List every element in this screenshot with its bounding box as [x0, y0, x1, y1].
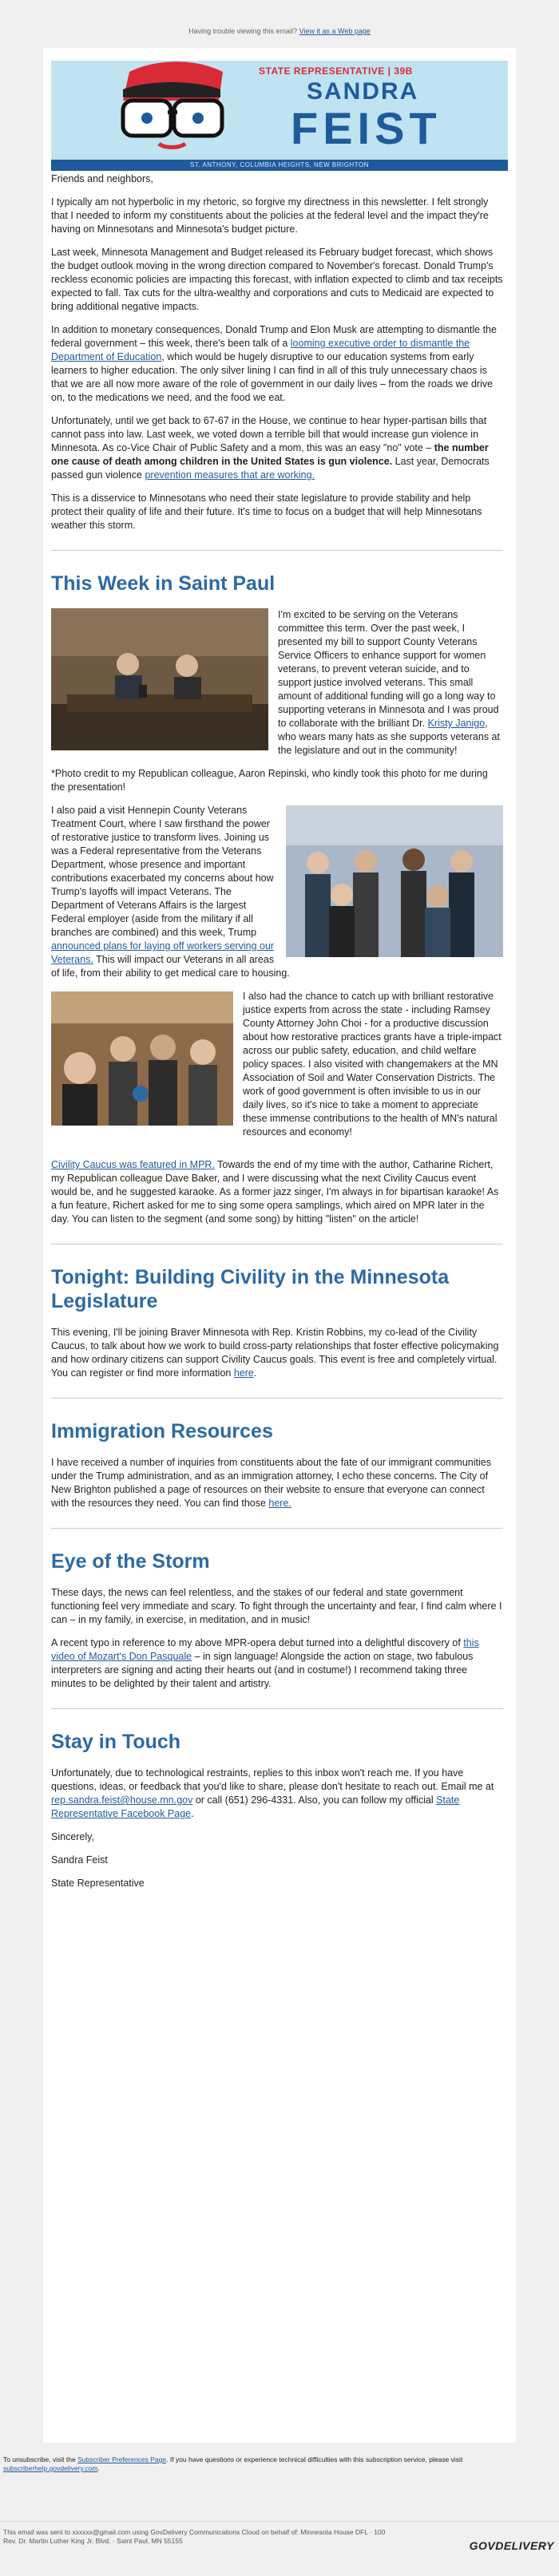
unsubscribe-notice: [0, 2443, 559, 2481]
education-order-link[interactable]: looming executive order to dismantle the Department of Education: [51, 338, 470, 362]
mpr-feature-link[interactable]: Civility Caucus was featured in MPR.: [51, 1159, 215, 1170]
sent-line-2: Rev. Dr. Martin Luther King Jr. Blvd. · Saint Paul, MN 55155: [3, 2537, 183, 2545]
text: This will impact our Veterans in all areas of life, from their ability to get medical care to housing.: [51, 954, 290, 979]
storm-paragraph-1: These days, the news can feel relentless, and the stakes of our federal and state government functioning feel very immediate and scary. To fight through the uncertainty and fear, I find calm where I can – in my family, in exercise, in meditation, and in music!: [51, 1587, 502, 1625]
unsubscribe-text: [3, 2455, 559, 2473]
subscriber-help-link[interactable]: subscriberhelp.govdelivery.com: [3, 2464, 98, 2472]
immigration-resources-link[interactable]: here.: [268, 1498, 291, 1509]
intro-paragraph-1: I typically am not hyperbolic in my rhetoric, so forgive my directness in this newsletter. I felt strongly that I needed to inform my constituents about the policies at the federal level and the impact they're having on Minnesotans and Minnesota's budget picture.: [51, 196, 489, 235]
bold-text: the number one cause of death among children in the United States is gun violence.: [51, 442, 489, 467]
divider: [51, 1398, 503, 1399]
preheader-text: Having trouble viewing this email?: [188, 27, 298, 35]
govdelivery-logo[interactable]: GOVDELIVERY: [469, 2539, 554, 2552]
text: In addition to monetary consequences, Donald Trump and Elon Musk are attempting to dismantle the federal government – this week, there's been talk of a: [51, 324, 497, 349]
section-heading-storm: Eye of the Storm: [51, 1550, 210, 1573]
don-pasquale-video-link[interactable]: this video of Mozart's Don Pasquale: [51, 1637, 479, 1662]
banner-last-name: FEIST: [291, 103, 442, 153]
hearing-room-image-icon: [51, 608, 268, 750]
text: , who wears many hats as she supports veterans at the legislature and out in the community!: [278, 718, 500, 756]
text: A recent typo in reference to my above MPR-opera debut turned into a delightful discovery of: [51, 1637, 464, 1648]
intro-paragraph-3: [51, 323, 503, 405]
photo-credit: *Photo credit to my Republican colleague, Aaron Repinski, who kindly took this photo for me during the presentation!: [51, 768, 488, 793]
restorative-justice-paragraph: I also had the chance to catch up with brilliant restorative justice experts from across the state - including Ramsey County Attorney John Choi - for a productive discussion about how restorative practices grants have a triple-impact across our public safety, education, and child welfare policy spaces. I also visited with changemakers at the MN Association of Soil and Water Conservation Districts. The work of good government is often invisible to us in our daily lives, so it's nice to take a moment to appreciate these immense contributions to the health of MN's natural resources and economy!: [243, 991, 502, 1138]
civility-register-link[interactable]: here: [233, 1367, 254, 1379]
district-areas: ST. ANTHONY, COLUMBIA HEIGHTS, NEW BRIGHTON: [51, 160, 508, 171]
banner-first-name: SANDRA: [307, 78, 419, 105]
text: I also paid a visit Hennepin County Veterans Treatment Court, where I saw firsthand the power of restorative justice to transform lives. Joining us was a Federal representative from the Veterans Department, whose presence and important contributions exacerbated my concerns about how Trump's layoffs will impact Veterans. The Department of Veterans Affairs is the largest Federal employer (aside from the military if all branches are combined) and this week, Trump: [51, 805, 274, 938]
subscriber-preferences-link[interactable]: Subscriber Preferences Page: [77, 2455, 167, 2463]
divider: [51, 1528, 503, 1529]
gun-violence-prevention-link[interactable]: prevention measures that are working.: [145, 469, 315, 481]
sent-notice: [0, 2521, 559, 2576]
text: .: [253, 1367, 257, 1379]
text: or call (651) 296-4331. Also, you can follow my official: [192, 1794, 437, 1806]
text: I'm excited to be serving on the Veterans committee this term. Over the past week, I presented my bill to support County Veterans Service Officers to enhance support for women veterans, to prevent veteran suicide, and to support justice involved veterans. This small amount of additional funding will go a long way to supporting veterans in Minnesota and I was proud to collaborate with the brilliant Dr.: [278, 609, 499, 729]
greeting: Friends and neighbors,: [51, 173, 153, 184]
text: Towards the end of my time with the author, Catharine Richert, my Republican colleague Dave Baker, and I were discussing what the next Civility Caucus event would be, and he suggested karaoke. As a former jazz singer, I'm always in for bipartisan karaoke! As a fun feature, Richert asked for me to sing some opera samplings, which aired on MPR later in the day. You can listen to the segment (and some song) by hitting "listen" on the article!: [51, 1159, 499, 1225]
text: I have received a number of inquiries from constituents about the fate of our immigrant communities under the Trump administration, and as an immigration attorney, I echo these concerns. The City of New Brighton published a page of resources on their website to ensure that everyone can connect with the resources they need. You can find those: [51, 1457, 491, 1509]
glasses-logo-icon: [67, 61, 275, 160]
intro-paragraph-5: This is a disservice to Minnesotans who need their state legislature to provide stability and help protect their quality of life and their future. It's time to focus on a budget that will help Minnesotans weather this storm.: [51, 493, 482, 531]
group-photo-image-icon: [286, 805, 503, 957]
divider: [51, 550, 503, 551]
text: Last year, Democrats passed gun violence: [51, 456, 490, 481]
text: , which would be hugely disruptive to our education systems from early learners to higher education. The only silver lining I can find in all of this truly unnecessary chaos is that we are all now more aware of the role of government in our daily lives – from the roads we drive on, to the medications we need, and the food we eat.: [51, 351, 494, 403]
facebook-page-link[interactable]: State Representative Facebook Page: [51, 1794, 460, 1819]
footer: [0, 2443, 559, 2552]
text: .: [191, 1808, 194, 1819]
va-layoffs-link[interactable]: announced plans for laying off workers serving our Veterans.: [51, 940, 275, 965]
section-heading-saint-paul: This Week in Saint Paul: [51, 572, 276, 595]
text: To unsubscribe, visit the: [3, 2455, 78, 2463]
selfie-photo-image-icon: [51, 991, 233, 1126]
text: – in sign language! Alongside the action on stage, two fabulous interpreters are signing and acting their hearts out (and in costume!) I recommend taking three minutes to be delighted by their talent and artistry.: [51, 1651, 474, 1689]
kristy-janigo-link[interactable]: Kristy Janigo: [427, 718, 486, 729]
header-banner: [51, 61, 508, 160]
hearing-room-photo: [51, 608, 268, 750]
intro-paragraph-4: [51, 414, 503, 482]
signature-name: Sandra Feist: [51, 1854, 108, 1866]
section-heading-civility: Tonight: Building Civility in the Minnesota Legislature: [51, 1266, 450, 1312]
text: Unfortunately, due to technological restraints, replies to this inbox won't reach me. If you have questions, ideas, or feedback that you'd like to share, please don't hesitate to reach out. Email me at: [51, 1767, 494, 1792]
restorative-justice-photo: [51, 991, 233, 1126]
sent-line-1: This email was sent to xxxxxx@gmail.com using GovDelivery Communications Cloud on behalf of: Minnesota House DFL · 100: [3, 2528, 386, 2536]
text: This evening, I'll be joining Braver Minnesota with Rep. Kristin Robbins, my co-lead of the Civility Caucus, to talk about how we work to build cross-party relationships that foster effective policymaking and how ordinary citizens can support Civility Caucus goals. This event is free and completely virtual. You can register or find more information: [51, 1327, 499, 1379]
civility-paragraph: [51, 1326, 503, 1380]
immigration-paragraph: [51, 1456, 503, 1510]
email-body: [43, 48, 516, 2443]
text: .: [97, 2464, 100, 2472]
veterans-court-group-photo: [286, 805, 503, 957]
text: Unfortunately, until we get back to 67-67 in the House, we continue to hear hyper-partisan bills that cannot pass into law. Last week, we voted down a terrible bill that would increase gun violence in Minnesota. As co-Vice Chair of Public Safety and a mom, this was an easy "no" vote –: [51, 415, 487, 453]
email-link[interactable]: rep.sandra.feist@house.mn.gov: [51, 1794, 193, 1806]
storm-paragraph-2: [51, 1636, 503, 1691]
preheader: [0, 0, 559, 45]
intro-paragraph-2: Last week, Minnesota Management and Budget released its February budget forecast, which shows the budget outlook moving in the wrong direction compared to November's forecast. Donald Trump's reckless economic policies are impacting this forecast, with inflation expected to climb and tax receipts expected to fall. Tax cuts for the ultra-wealthy and corporations and cuts to Medicaid are expected to bring additional negative impacts.: [51, 247, 503, 312]
signature-role: State Representative: [51, 1878, 145, 1889]
contact-paragraph: [51, 1767, 503, 1821]
banner-title: STATE REPRESENTATIVE | 39B: [259, 65, 413, 77]
text: . If you have questions or experience technical difficulties with this subscription service, please visit: [166, 2455, 463, 2463]
section-heading-stay-in-touch: Stay in Touch: [51, 1731, 181, 1753]
view-web-page-link[interactable]: View it as a Web page: [299, 27, 371, 35]
mpr-paragraph: [51, 1158, 503, 1226]
newsletter-content: [51, 172, 503, 1900]
section-heading-immigration: Immigration Resources: [51, 1420, 273, 1442]
divider: [51, 1708, 503, 1709]
sign-off: Sincerely,: [51, 1831, 94, 1842]
